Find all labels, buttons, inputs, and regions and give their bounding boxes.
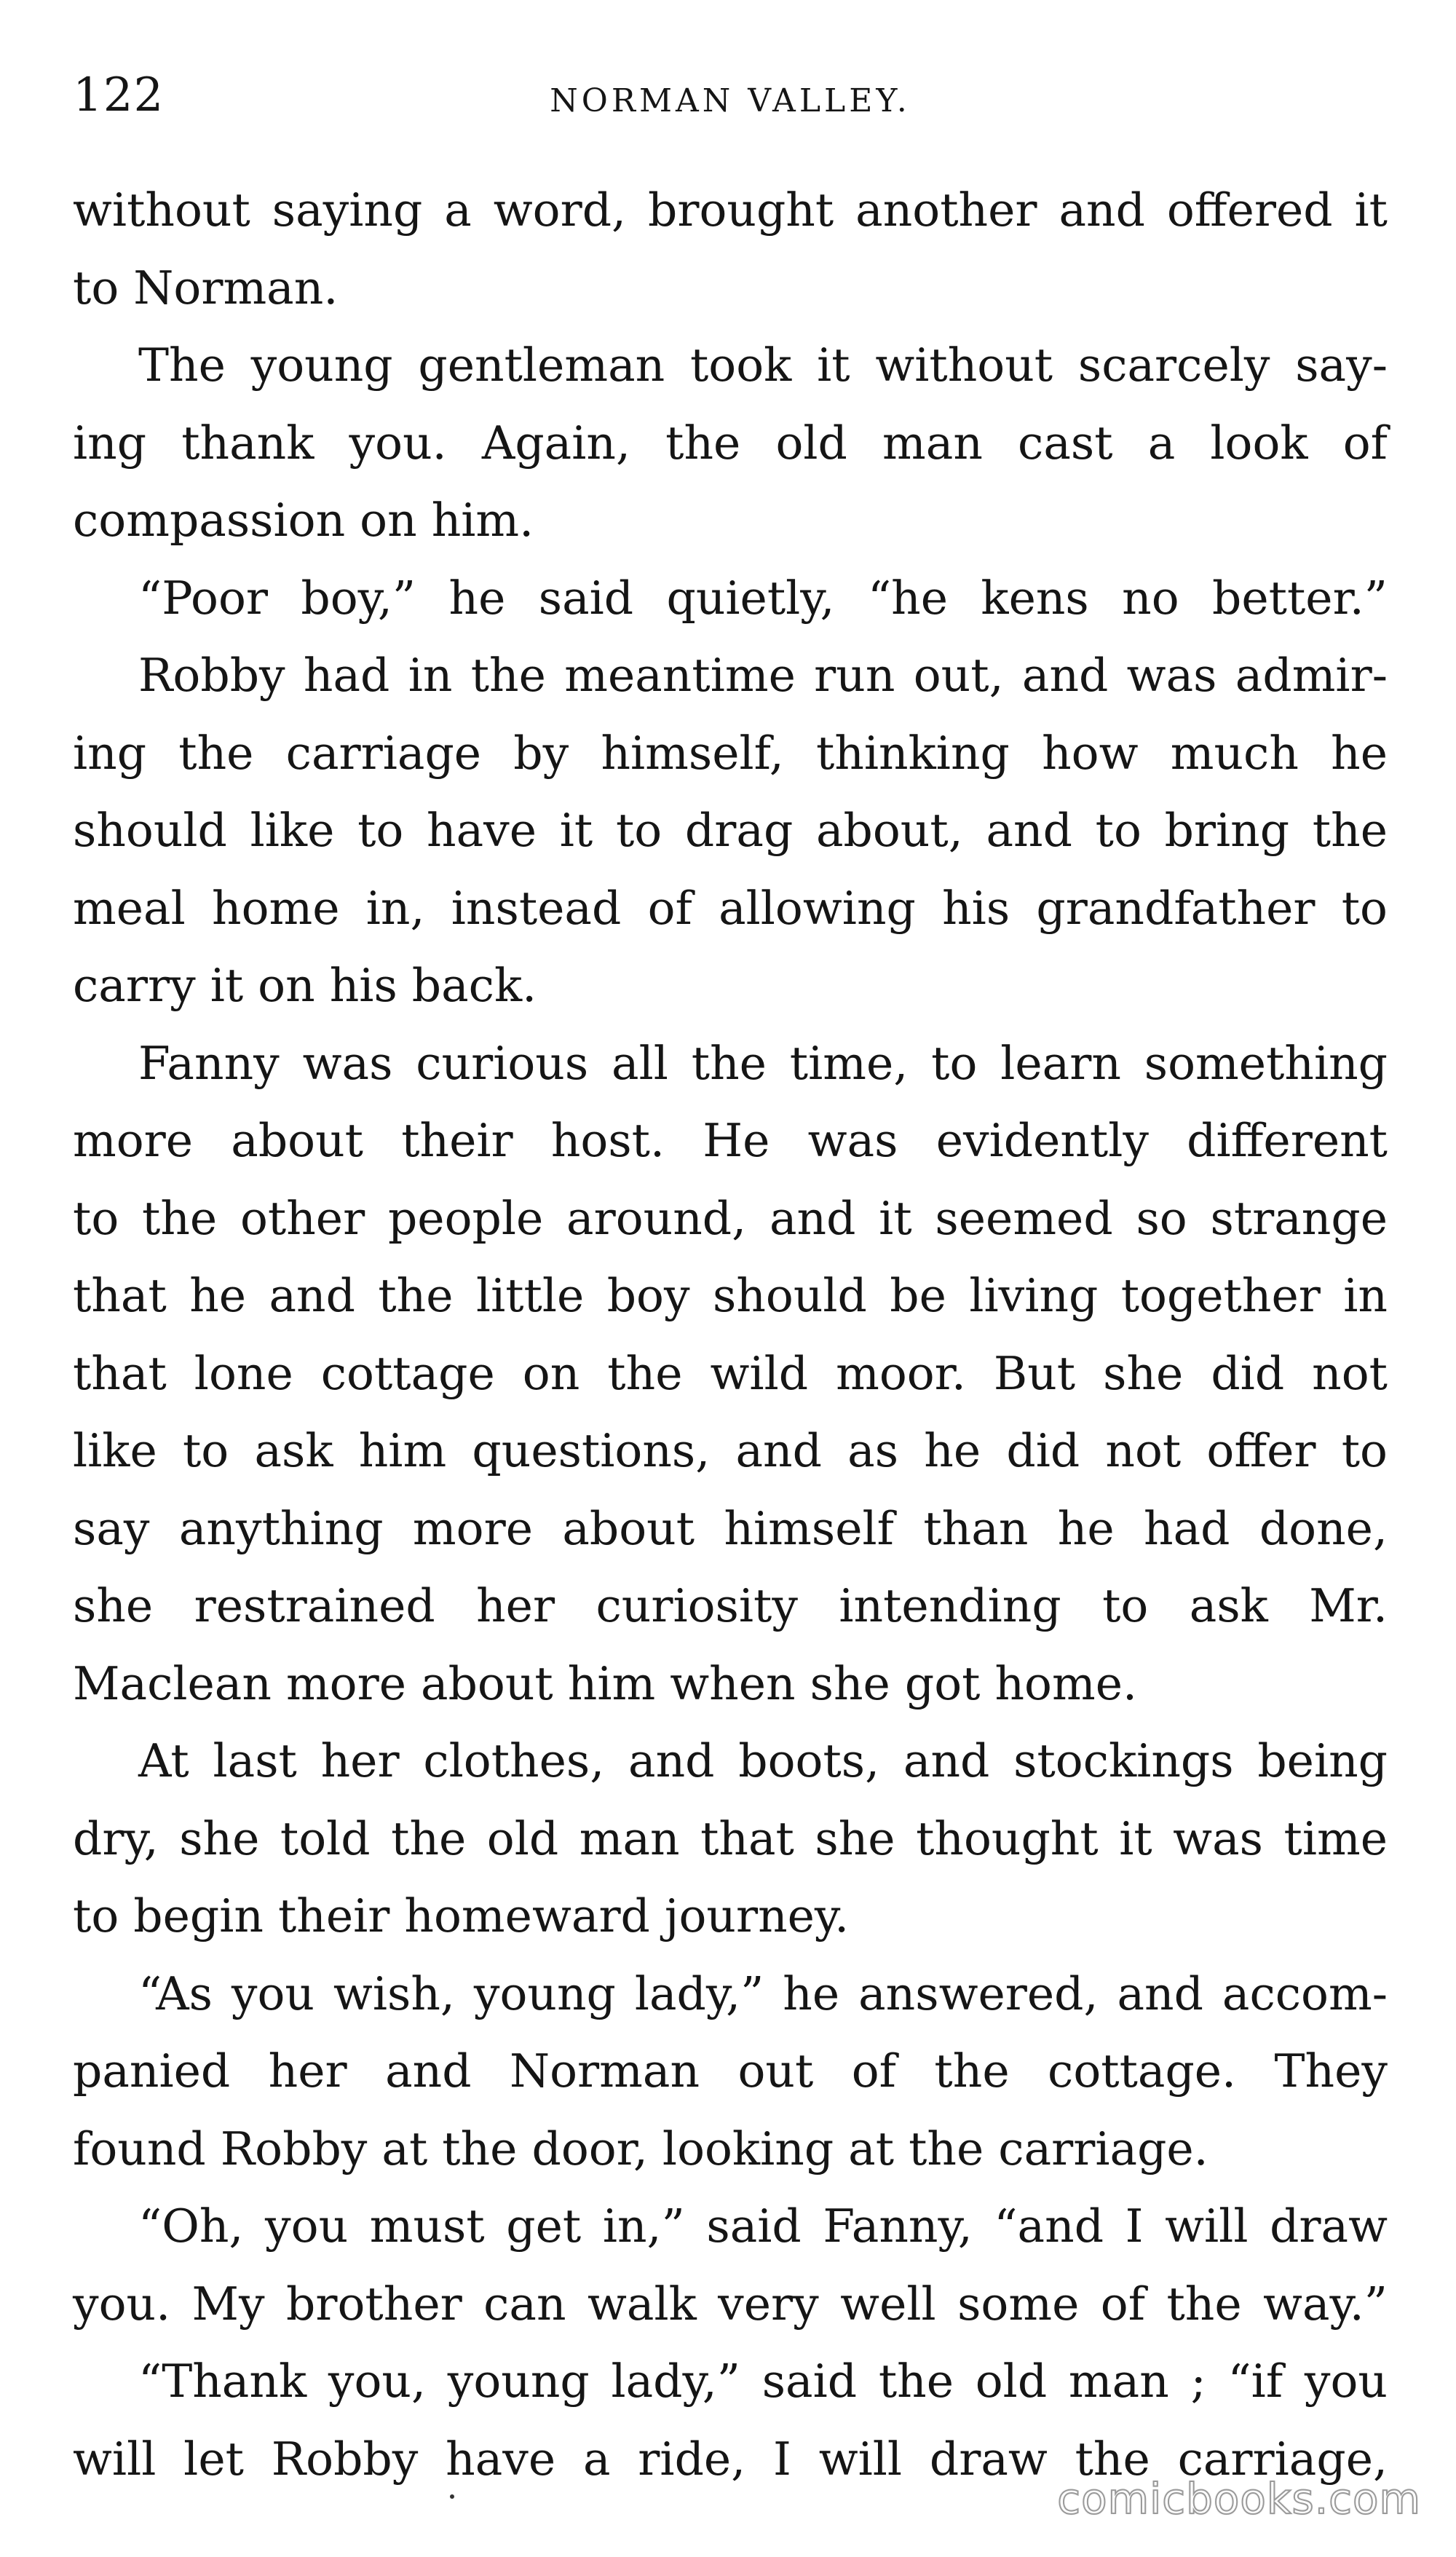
running-title: NORMAN VALLEY. [550,82,911,119]
text-line: should like to have it to drag about, and to bring the [73,804,1388,857]
text-line: will let Robby have a ride, I will draw the carriage, [73,2432,1388,2486]
text-line: say anything more about himself than he had done, [73,1501,1388,1555]
text-line: Robby had in the meantime run out, and was admir- [138,649,1388,702]
text-line: dry, she told the old man that she thought it was time [73,1811,1388,1865]
text-line: found Robby at the door, looking at the carriage. [73,2122,1208,2175]
text-line: more about their host. He was evidently different [73,1114,1388,1167]
text-line: without saying a word, brought another and offered it [73,183,1388,237]
text-line: “Oh, you must get in,” said Fanny, “and I will draw [138,2200,1388,2253]
text-line: to begin their homeward journey. [73,1889,850,1943]
text-line: like to ask him questions, and as he did not offer to [73,1424,1388,1477]
page-number: 122 [73,68,165,122]
watermark: comicbooks.com [1057,2474,1421,2524]
text-line: Fanny was curious all the time, to learn something [138,1036,1388,1090]
body-text [73,172,1388,2498]
text-line: ing the carriage by himself, thinking how much he [73,726,1388,780]
text-line: panied her and Norman out of the cottage. They [73,2044,1388,2098]
text-line: meal home in, instead of allowing his grandfather to [73,881,1388,935]
text-line: “Thank you, young lady,” said the old man ; “if you [138,2355,1388,2408]
text-line: carry it on his back. [73,959,537,1012]
text-line: “Poor boy,” he said quietly, “he kens no better.” [138,571,1388,625]
text-line: ing thank you. Again, the old man cast a look of [73,416,1388,470]
text-line: to the other people around, and it seemed so strange [73,1191,1388,1245]
running-head [73,63,1388,128]
text-line: At last her clothes, and boots, and stockings being [138,1734,1388,1787]
ink-speck [450,2494,454,2499]
text-line: you. My brother can walk very well some of the way.” [73,2277,1388,2331]
text-line: compassion on him. [73,494,534,547]
text-line: she restrained her curiosity intending to ask Mr. [73,1579,1388,1632]
text-line: “As you wish, young lady,” he answered, and accom- [138,1967,1388,2020]
text-line: that he and the little boy should be living together in [73,1269,1388,1322]
text-line: Maclean more about him when she got home. [73,1656,1138,1710]
text-line: The young gentleman took it without scarcely say- [138,339,1388,392]
text-line: that lone cottage on the wild moor. But she did not [73,1346,1388,1400]
text-line: to Norman. [73,261,339,315]
